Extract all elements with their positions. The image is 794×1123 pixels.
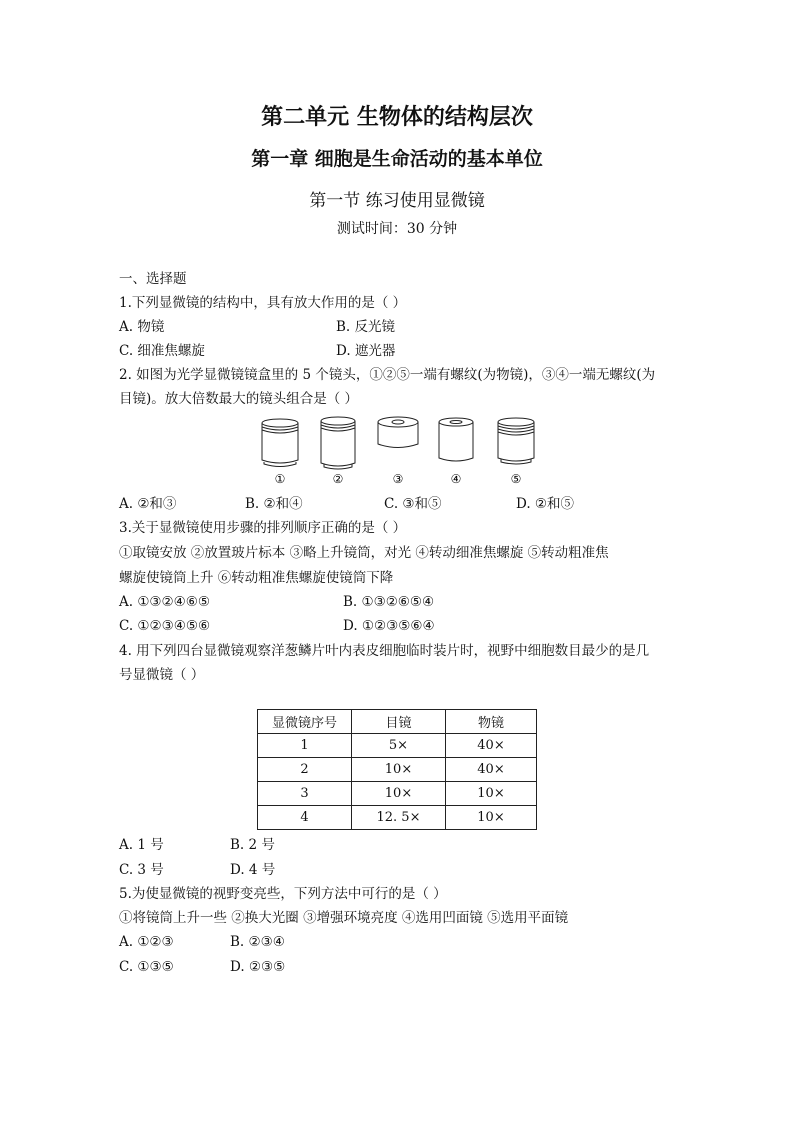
q1-option-d: D. 遮光器: [336, 343, 396, 359]
q4-option-a: A. 1 号: [119, 837, 164, 853]
table-row: [258, 734, 537, 758]
table-cell: 5×: [352, 734, 446, 758]
q2-stem-line1: 2. 如图为光学显微镜镜盒里的 5 个镜头，①②⑤一端有螺纹(为物镜)，③④一端无螺纹(为: [119, 367, 656, 383]
table-cell: 10×: [446, 806, 537, 830]
unit-title: 第二单元 生物体的结构层次: [261, 105, 533, 130]
q4-stem-line2: 号显微镜（ ）: [119, 667, 205, 683]
q4-stem-line1: 4. 用下列四台显微镜观察洋葱鳞片叶内表皮细胞临时装片时，视野中细胞数目最少的是几: [119, 643, 650, 659]
table-row: [258, 806, 537, 830]
q1-stem: 1.下列显微镜的结构中，具有放大作用的是（ ）: [119, 295, 407, 311]
table-cell: 1: [258, 734, 352, 758]
q3-stem: 3.关于显微镜使用步骤的排列顺序正确的是（ ）: [119, 520, 407, 536]
table-cell: 2: [258, 758, 352, 782]
lens-label-5: ⑤: [510, 472, 522, 486]
q3-option-b: B. ①③②⑥⑤④: [343, 594, 435, 610]
table-header-row: [258, 710, 537, 734]
section-heading: 一、选择题: [119, 271, 187, 287]
q2-option-d: D. ②和⑤: [516, 496, 575, 512]
lens-label-3: ③: [392, 472, 404, 486]
q2-stem-line2: 目镜)。放大倍数最大的镜头组合是（ ）: [119, 391, 359, 407]
lens-2-objective: [321, 417, 355, 469]
q3-option-d: D. ①②③⑤⑥④: [343, 618, 435, 634]
lens-label-1: ①: [274, 472, 286, 486]
lens-figure: [250, 414, 550, 486]
q1-option-b: B. 反光镜: [336, 319, 396, 335]
table-cell: 12. 5×: [352, 806, 446, 830]
lens-label-2: ②: [332, 472, 344, 486]
q5-steps: ①将镜筒上升一些 ②换大光圈 ③增强环境亮度 ④选用凹面镜 ⑤选用平面镜: [119, 910, 569, 926]
q2-option-a: A. ②和③: [119, 496, 177, 512]
lens-3-eyepiece: [378, 417, 418, 448]
q5-option-c: C. ①③⑤: [119, 959, 174, 975]
q3-steps-line1: ①取镜安放 ②放置玻片标本 ③略上升镜筒，对光 ④转动细准焦螺旋 ⑤转动粗准焦: [119, 545, 609, 561]
q3-option-a: A. ①③②④⑥⑤: [119, 594, 210, 610]
table-header-cell: 物镜: [446, 710, 537, 734]
lens-1-objective: [262, 419, 298, 467]
table-cell: 4: [258, 806, 352, 830]
q1-option-a: A. 物镜: [119, 319, 165, 335]
q5-option-a: A. ①②③: [119, 934, 174, 950]
section-title: 第一节 练习使用显微镜: [309, 191, 485, 211]
lens-5-objective: [498, 418, 534, 464]
table-cell: 40×: [446, 758, 537, 782]
test-time: 测试时间：30 分钟: [336, 221, 458, 237]
lens-4-eyepiece: [439, 418, 473, 461]
table-header-cell: 显微镜序号: [258, 710, 352, 734]
table-cell: 40×: [446, 734, 537, 758]
q3-steps-line2: 螺旋使镜筒上升 ⑥转动粗准焦螺旋使镜筒下降: [119, 570, 394, 586]
q5-option-d: D. ②③⑤: [230, 959, 286, 975]
table-cell: 10×: [446, 782, 537, 806]
table-row: [258, 782, 537, 806]
q3-option-c: C. ①②③④⑤⑥: [119, 618, 211, 634]
q1-option-c: C. 细准焦螺旋: [119, 343, 205, 359]
chapter-title: 第一章 细胞是生命活动的基本单位: [251, 148, 543, 170]
q4-option-d: D. 4 号: [230, 862, 276, 878]
table-cell: 10×: [352, 782, 446, 806]
q4-option-c: C. 3 号: [119, 862, 164, 878]
q5-option-b: B. ②③④: [230, 934, 285, 950]
table-row: [258, 758, 537, 782]
table-cell: 10×: [352, 758, 446, 782]
table-cell: 3: [258, 782, 352, 806]
lens-label-4: ④: [450, 472, 462, 486]
q2-option-b: B. ②和④: [245, 496, 303, 512]
q4-option-b: B. 2 号: [230, 837, 275, 853]
table-header-cell: 目镜: [352, 710, 446, 734]
q2-option-c: C. ③和⑤: [384, 496, 442, 512]
microscope-table: [257, 709, 537, 830]
q5-stem: 5.为使显微镜的视野变亮些，下列方法中可行的是（ ）: [119, 886, 447, 902]
